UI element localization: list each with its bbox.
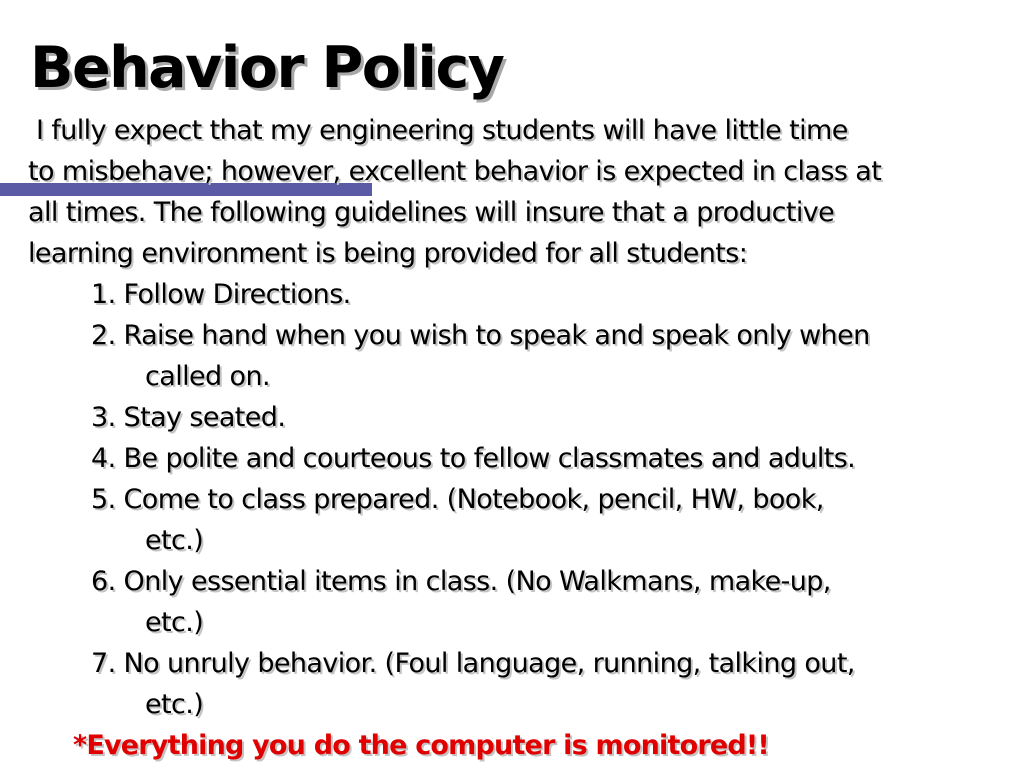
rule-5: 5. Come to class prepared. (Notebook, pencil, HW, book, bbox=[91, 484, 824, 515]
rule-5-continuation: etc.) bbox=[145, 525, 204, 556]
rule-6-continuation: etc.) bbox=[145, 607, 204, 638]
rule-7-continuation: etc.) bbox=[145, 689, 204, 720]
intro-line: to misbehave; however, excellent behavior is expected in class at bbox=[28, 156, 882, 187]
slide-title: Behavior Policy bbox=[30, 35, 504, 101]
rule-2-continuation: called on. bbox=[145, 361, 270, 392]
intro-line: I fully expect that my engineering students will have little time bbox=[36, 115, 848, 146]
rule-6: 6. Only essential items in class. (No Walkmans, make-up, bbox=[91, 566, 831, 597]
monitoring-warning: *Everything you do the computer is monitored!! bbox=[73, 730, 769, 761]
intro-line: learning environment is being provided for all students: bbox=[28, 238, 748, 269]
rule-2: 2. Raise hand when you wish to speak and speak only when bbox=[91, 320, 870, 351]
rule-1: 1. Follow Directions. bbox=[91, 279, 351, 310]
intro-line: all times. The following guidelines will insure that a productive bbox=[28, 197, 835, 228]
policy-body bbox=[28, 110, 1024, 766]
rule-7: 7. No unruly behavior. (Foul language, running, talking out, bbox=[91, 648, 855, 679]
rule-3: 3. Stay seated. bbox=[91, 402, 286, 433]
rule-4: 4. Be polite and courteous to fellow classmates and adults. bbox=[91, 443, 856, 474]
